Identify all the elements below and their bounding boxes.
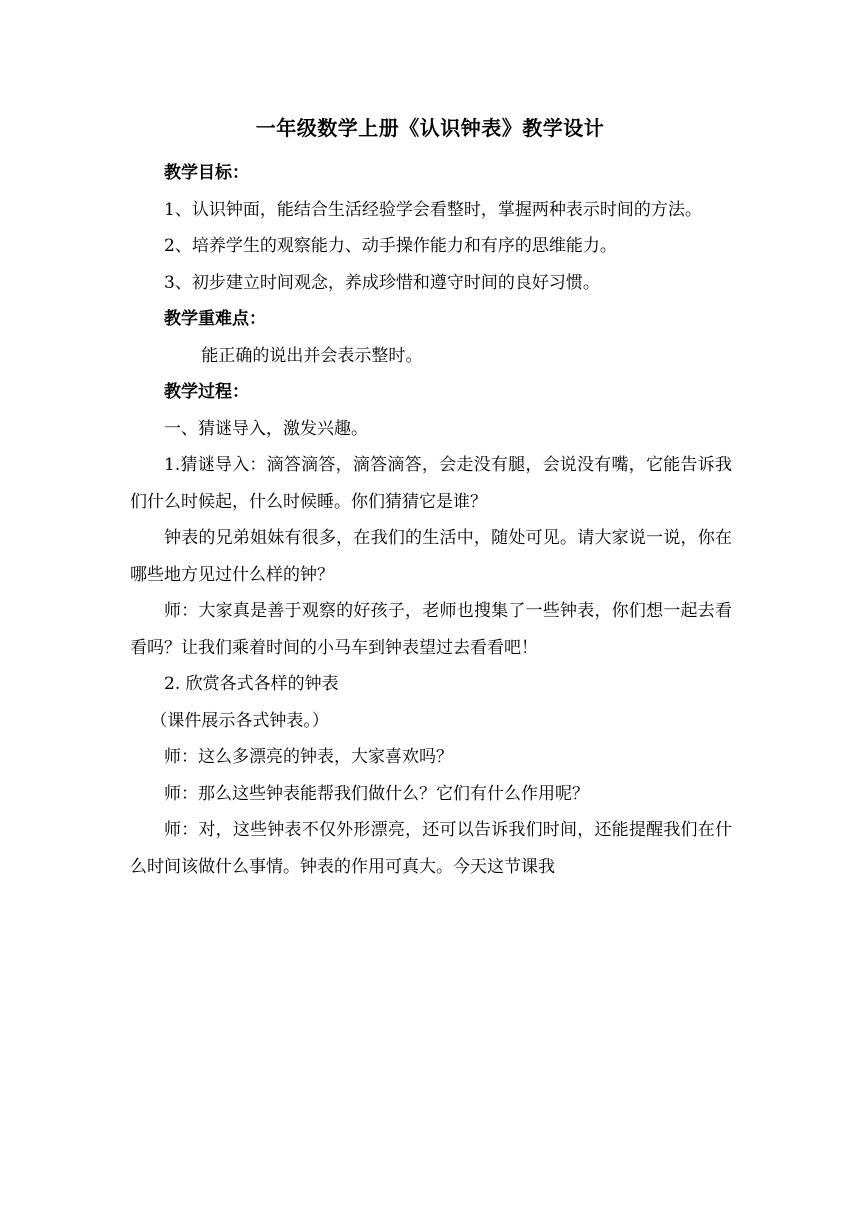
paragraph-teacher-1: 师：大家真是善于观察的好孩子，老师也搜集了一些钟表，你们想一起去看看吗？让我们乘着时间的小马车到钟表望过去看看吧！ xyxy=(130,601,732,658)
paragraph-objective-1: 1、认识钟面，能结合生活经验学会看整时，掌握两种表示时间的方法。 xyxy=(164,199,702,220)
section-heading-objectives: 教学目标： xyxy=(164,163,249,183)
paragraph-key-point: 能正确的说出并会表示整时。 xyxy=(201,345,423,366)
paragraph-riddle: 1.猜谜导入：滴答滴答，滴答滴答，会走没有腿，会说没有嘴，它能告诉我们什么时候起，什么时候睡。你们猜猜它是谁？ xyxy=(130,455,732,512)
paragraph-teacher-3: 师：那么这些钟表能帮我们做什么？它们有什么作用呢？ xyxy=(164,783,589,804)
document-body xyxy=(130,155,732,885)
paragraph-teacher-4: 师：对，这些钟表不仅外形漂亮，还可以告诉我们时间，还能提醒我们在什么时间该做什么事情。钟表的作用可真大。今天这节课我 xyxy=(130,820,732,877)
paragraph-courseware-note: （课件展示各式钟表。） xyxy=(150,710,329,731)
paragraph-step-1: 一、猜谜导入，激发兴趣。 xyxy=(164,418,368,439)
paragraph-step-2: 2. 欣赏各式各样的钟表 xyxy=(164,674,339,694)
paragraph-teacher-2: 师：这么多漂亮的钟表，大家喜欢吗？ xyxy=(164,747,453,767)
section-heading-process: 教学过程： xyxy=(164,382,249,402)
paragraph-objective-2: 2、培养学生的观察能力、动手操作能力和有序的思维能力。 xyxy=(164,236,617,256)
paragraph-clock-family: 钟表的兄弟姐妹有很多，在我们的生活中，随处可见。请大家说一说，你在哪些地方见过什么样的钟？ xyxy=(130,528,732,585)
section-heading-key-points: 教学重难点： xyxy=(164,309,266,329)
paragraph-objective-3: 3、初步建立时间观念，养成珍惜和遵守时间的良好习惯。 xyxy=(164,272,600,293)
document-title: 一年级数学上册《认识钟表》教学设计 xyxy=(255,116,605,140)
